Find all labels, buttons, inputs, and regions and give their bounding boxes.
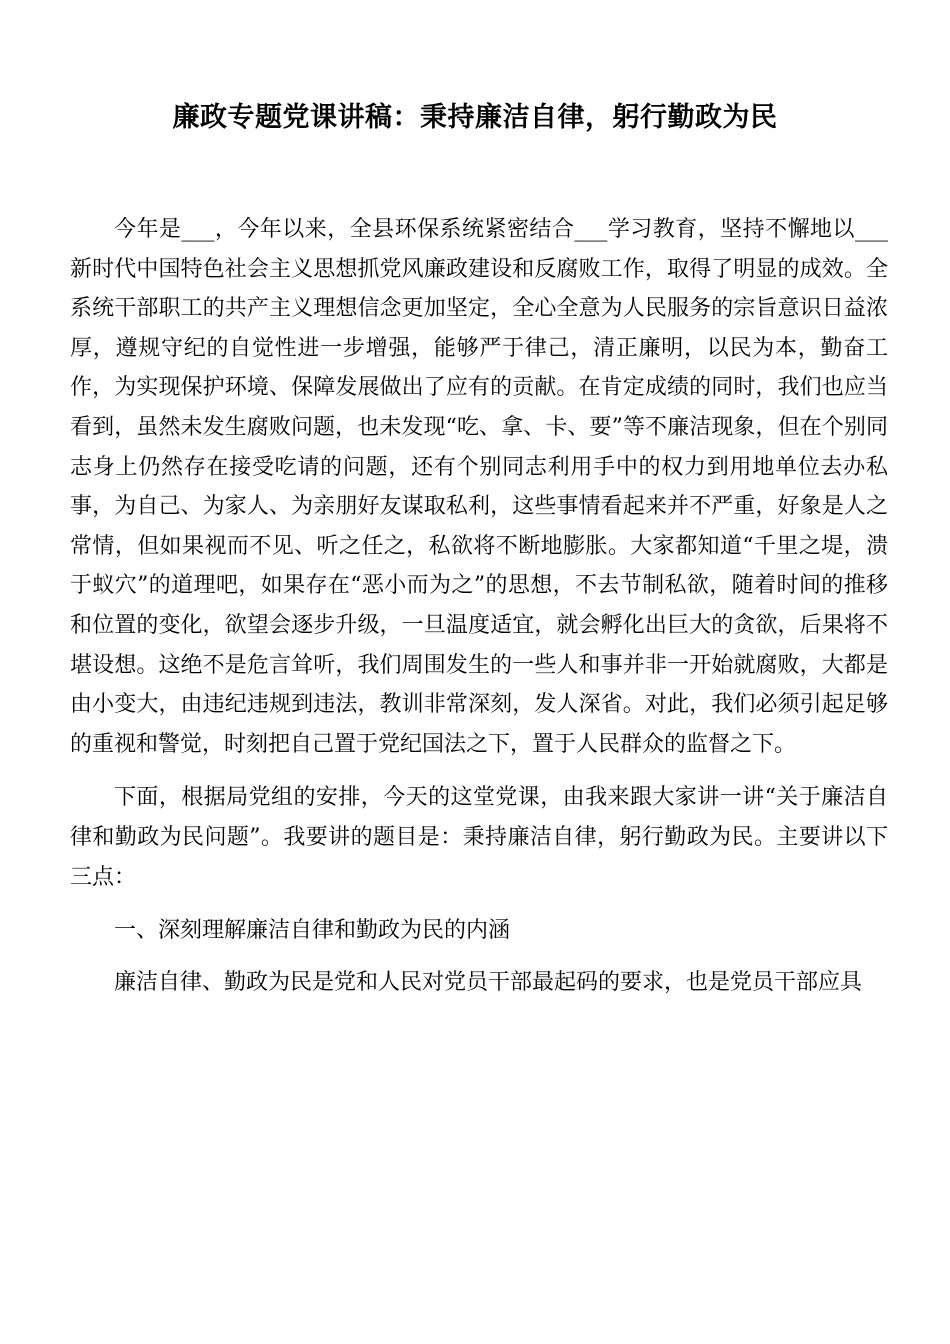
paragraph-intro: 今年是___，今年以来，全县环保系统紧密结合___学习教育，坚持不懈地以___新时代中国特色社会主义思想抓党风廉政建设和反腐败工作，取得了明显的成效。全系统干部职工的共产主义理想信念更加坚定，全心全意为人民服务的宗旨意识日益浓厚，遵规守纪的自觉性进一步增强，能够严于律己，清正廉明，以民为本，勤奋工作，为实现保护环境、保障发展做出了应有的贡献。在肯定成绩的同时，我们也应当看到，虽然未发生腐败问题，也未发现“吃、拿、卡、要”等不廉洁现象，但在个别同志身上仍然存在接受吃请的问题，还有个别同志利用手中的权力到用地单位去办私事，为自己、为家人、为亲朋好友谋取私利，这些事情看起来并不严重，好象是人之常情，但如果视而不见、听之任之，私欲将不断地膨胀。大家都知道“千里之堤，溃于蚁穴”的道理吧，如果存在“恶小而为之”的思想，不去节制私欲，随着时间的推移和位置的变化，欲望会逐步升级，一旦温度适宜，就会孵化出巨大的贪欲，后果将不堪设想。这绝不是危言耸听，我们周围发生的一些人和事并非一开始就腐败，大都是由小变大，由违纪违规到违法，教训非常深刻，发人深省。对此，我们必须引起足够的重视和警觉，时刻把自己置于党纪国法之下，置于人民群众的监督之下。 bbox=[70, 217, 888, 757]
paragraph-outline: 下面，根据局党组的安排，今天的这堂党课，由我来跟大家讲一讲“关于廉洁自律和勤政为民问题”。我要讲的题目是：秉持廉洁自律，躬行勤政为民。主要讲以下三点： bbox=[70, 785, 888, 890]
document-body bbox=[70, 210, 888, 1016]
document-title: 廉政专题党课讲稿：秉持廉洁自律，躬行勤政为民 bbox=[172, 102, 778, 133]
section-heading-1: 一、深刻理解廉洁自律和勤政为民的内涵 bbox=[114, 918, 511, 944]
paragraph-section-1: 廉洁自律、勤政为民是党和人民对党员干部最起码的要求，也是党员干部应具 bbox=[114, 969, 863, 995]
